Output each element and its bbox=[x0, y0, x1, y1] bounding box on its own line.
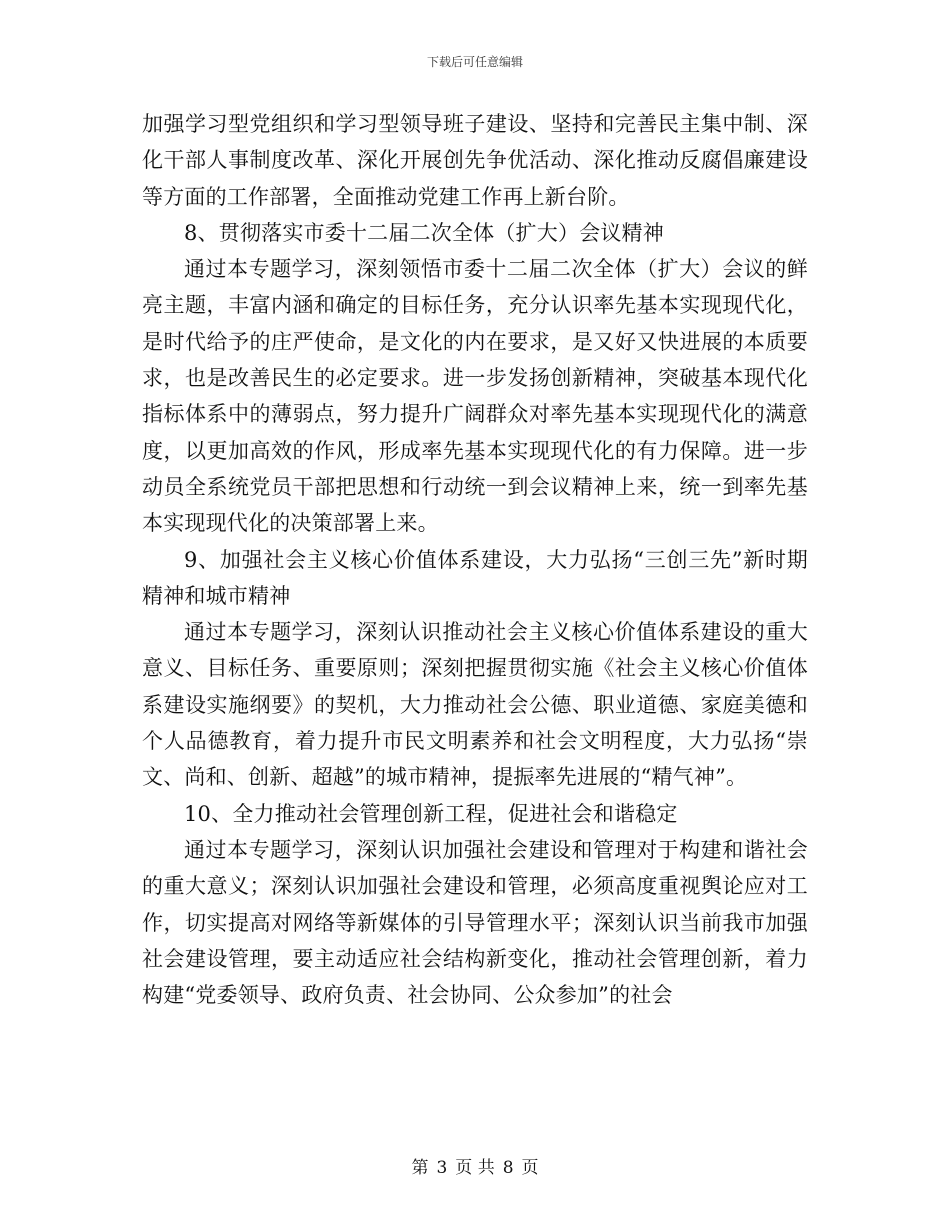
section-heading-9: 9、加强社会主义核心价值体系建设，大力弘扬“三创三先”新时期精神和城市精神 bbox=[142, 547, 808, 608]
footer-suffix: 页 bbox=[521, 1158, 539, 1178]
page-footer bbox=[0, 1157, 950, 1179]
document-body bbox=[142, 106, 808, 1013]
paragraph: 通过本专题学习，深刻认识加强社会建设和管理对于构建和谐社会的重大意义；深刻认识加强社会建设和管理，必须高度重视舆论应对工作，切实提高对网络等新媒体的引导管理水平；深刻认识当前我市加强社会建设管理，要主动适应社会结构新变化，推动社会管理创新，着力构建“党委领导、政府负责、社会协同、公众参加”的社会 bbox=[142, 837, 808, 1008]
total-page-number: 8 bbox=[502, 1158, 514, 1178]
paragraph: 通过本专题学习，深刻领悟市委十二届二次全体（扩大）会议的鲜亮主题，丰富内涵和确定的目标任务，充分认识率先基本实现现代化，是时代给予的庄严使命，是文化的内在要求，是又好又快进展的本质要求，也是改善民生的必定要求。进一步发扬创新精神，突破基本现代化指标体系中的薄弱点，努力提升广阔群众对率先基本实现现代化的满意度，以更加高效的作风，形成率先基本实现现代化的有力保障。进一步动员全系统党员干部把思想和行动统一到会议精神上来，统一到率先基本实现现代化的决策部署上来。 bbox=[142, 257, 808, 536]
page-header: 下载后可任意编辑 bbox=[426, 55, 523, 69]
current-page-number: 3 bbox=[436, 1158, 448, 1178]
paragraph: 加强学习型党组织和学习型领导班子建设、坚持和完善民主集中制、深化干部人事制度改革、深化开展创先争优活动、深化推动反腐倡廉建设等方面的工作部署，全面推动党建工作再上新台阶。 bbox=[142, 112, 808, 209]
footer-prefix: 第 bbox=[411, 1158, 429, 1178]
section-heading-10: 10、全力推动社会管理创新工程，促进社会和谐稳定 bbox=[184, 801, 678, 826]
paragraph: 通过本专题学习，深刻认识推动社会主义核心价值体系建设的重大意义、目标任务、重要原则；深刻把握贯彻实施《社会主义核心价值体系建设实施纲要》的契机，大力推动社会公德、职业道德、家庭美德和个人品德教育，着力提升市民文明素养和社会文明程度，大力弘扬“崇文、尚和、创新、超越”的城市精神，提振率先进展的“精气神”。 bbox=[142, 620, 808, 790]
section-heading-8: 8、贯彻落实市委十二届二次全体（扩大）会议精神 bbox=[184, 220, 664, 245]
footer-middle: 页 共 bbox=[455, 1158, 495, 1178]
